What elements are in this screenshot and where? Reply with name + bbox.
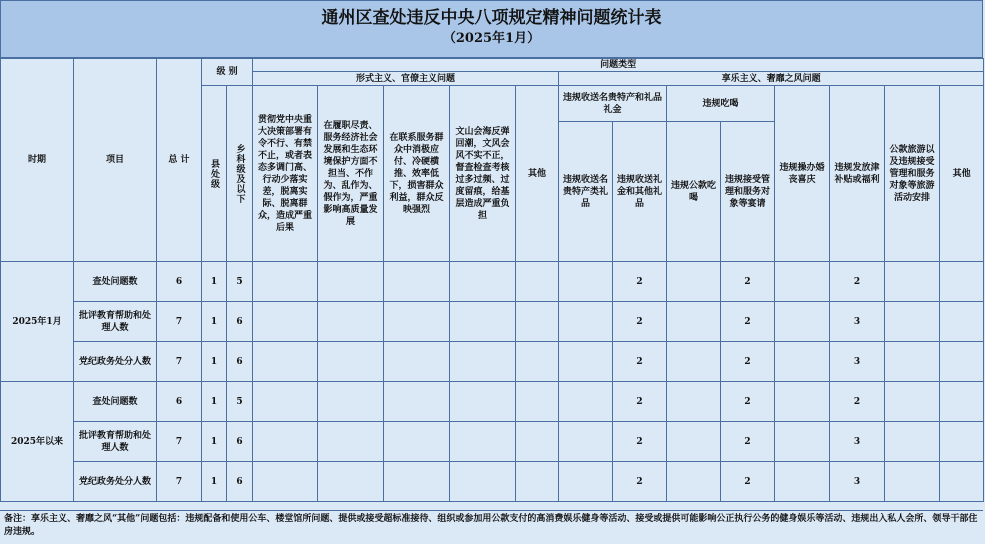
item-cell: 党纪政务处分人数 [74, 342, 157, 382]
township-cell: 6 [227, 422, 253, 462]
header-formalism-3: 在联系服务群众中消极应付、冷硬横推、效率低下，损害群众利益，群众反映强烈 [384, 86, 450, 262]
banquet-cell: 2 [721, 462, 775, 502]
header-gift-specialty: 违规收送名贵特产类礼品 [559, 122, 613, 262]
item-cell: 查处问题数 [74, 382, 157, 422]
header-allowance: 违规发放津补贴或福利 [830, 86, 885, 262]
header-county-level: 县处级 [202, 86, 227, 262]
county-cell: 1 [202, 462, 227, 502]
total-cell: 7 [157, 342, 202, 382]
page-title: 通州区查处违反中央八项规定精神问题统计表 [321, 8, 662, 28]
header-gift-money: 违规收送礼金和其他礼品 [613, 122, 667, 262]
township-cell: 5 [227, 382, 253, 422]
allowance-cell: 3 [830, 422, 885, 462]
header-wedding-funeral: 违规操办婚丧喜庆 [775, 86, 830, 262]
header-hedonism-other: 其他 [940, 86, 984, 262]
statistics-table [0, 58, 984, 502]
header-item: 项目 [74, 59, 157, 262]
township-cell: 6 [227, 462, 253, 502]
header-formalism-1: 贯彻党中央重大决策部署有令不行、有禁不止，或者表态多调门高、行动少落实差，脱离实际、脱离群众，造成严重后果 [253, 86, 318, 262]
period-cell: 2025年以来 [1, 382, 74, 502]
header-problem-type: 问题类型 [253, 59, 984, 72]
header-formalism-2: 在履职尽责、服务经济社会发展和生态环境保护方面不担当、不作为、乱作为、假作为，严重影响高质量发展 [318, 86, 384, 262]
banquet-cell: 2 [721, 382, 775, 422]
header-banquet: 违规接受管理和服务对象等宴请 [721, 122, 775, 262]
item-cell: 查处问题数 [74, 262, 157, 302]
gift-money-cell: 2 [613, 302, 667, 342]
gift-money-cell: 2 [613, 342, 667, 382]
total-cell: 7 [157, 422, 202, 462]
township-cell: 6 [227, 302, 253, 342]
table-row [1, 342, 984, 382]
page-subtitle: （2025年1月） [442, 31, 541, 46]
banquet-cell: 2 [721, 422, 775, 462]
header-formalism: 形式主义、官僚主义问题 [253, 72, 559, 86]
item-cell: 批评教育帮助和处理人数 [74, 302, 157, 342]
gift-money-cell: 2 [613, 462, 667, 502]
header-total: 总 计 [157, 59, 202, 262]
period-cell: 2025年1月 [1, 262, 74, 382]
allowance-cell: 2 [830, 382, 885, 422]
allowance-cell: 3 [830, 302, 885, 342]
gift-money-cell: 2 [613, 382, 667, 422]
item-cell: 党纪政务处分人数 [74, 462, 157, 502]
table-row [1, 422, 984, 462]
allowance-cell: 2 [830, 262, 885, 302]
county-cell: 1 [202, 382, 227, 422]
table-row [1, 382, 984, 422]
table-row [1, 462, 984, 502]
allowance-cell: 3 [830, 342, 885, 382]
county-cell: 1 [202, 342, 227, 382]
gift-money-cell: 2 [613, 422, 667, 462]
header-period: 时期 [1, 59, 74, 262]
total-cell: 7 [157, 462, 202, 502]
header-formalism-4: 文山会海反弹回潮，文风会风不实不正，督查检查考核过多过频、过度留痕，给基层造成严重负担 [450, 86, 516, 262]
county-cell: 1 [202, 262, 227, 302]
header-travel: 公款旅游以及违规接受管理和服务对象等旅游活动安排 [885, 86, 940, 262]
header-public-dining: 违规公款吃喝 [667, 122, 721, 262]
banquet-cell: 2 [721, 262, 775, 302]
header-gift-group: 违规收送名贵特产和礼品礼金 [559, 86, 667, 122]
header-level: 级 别 [202, 59, 253, 86]
total-cell: 6 [157, 262, 202, 302]
header-formalism-other: 其他 [516, 86, 559, 262]
gift-money-cell: 2 [613, 262, 667, 302]
header-eat-group: 违规吃喝 [667, 86, 775, 122]
table-row [1, 262, 984, 302]
allowance-cell: 3 [830, 462, 885, 502]
total-cell: 6 [157, 382, 202, 422]
header-township-level: 乡科级及以下 [227, 86, 253, 262]
item-cell: 批评教育帮助和处理人数 [74, 422, 157, 462]
county-cell: 1 [202, 422, 227, 462]
header-hedonism: 享乐主义、奢靡之风问题 [559, 72, 984, 86]
table-row [1, 302, 984, 342]
township-cell: 5 [227, 262, 253, 302]
title-banner [0, 0, 983, 58]
banquet-cell: 2 [721, 342, 775, 382]
banquet-cell: 2 [721, 302, 775, 342]
township-cell: 6 [227, 342, 253, 382]
footnote: 备注：享乐主义、奢靡之风“其他”问题包括：违规配备和使用公车、楼堂馆所问题、提供或接受超标准接待、组织或参加用公款支付的高消费娱乐健身等活动、接受或提供可能影响公正执行公务的健身娱乐等活动、违规出入私人会所、领导干部住房违规。 [0, 510, 983, 544]
total-cell: 7 [157, 302, 202, 342]
county-cell: 1 [202, 302, 227, 342]
